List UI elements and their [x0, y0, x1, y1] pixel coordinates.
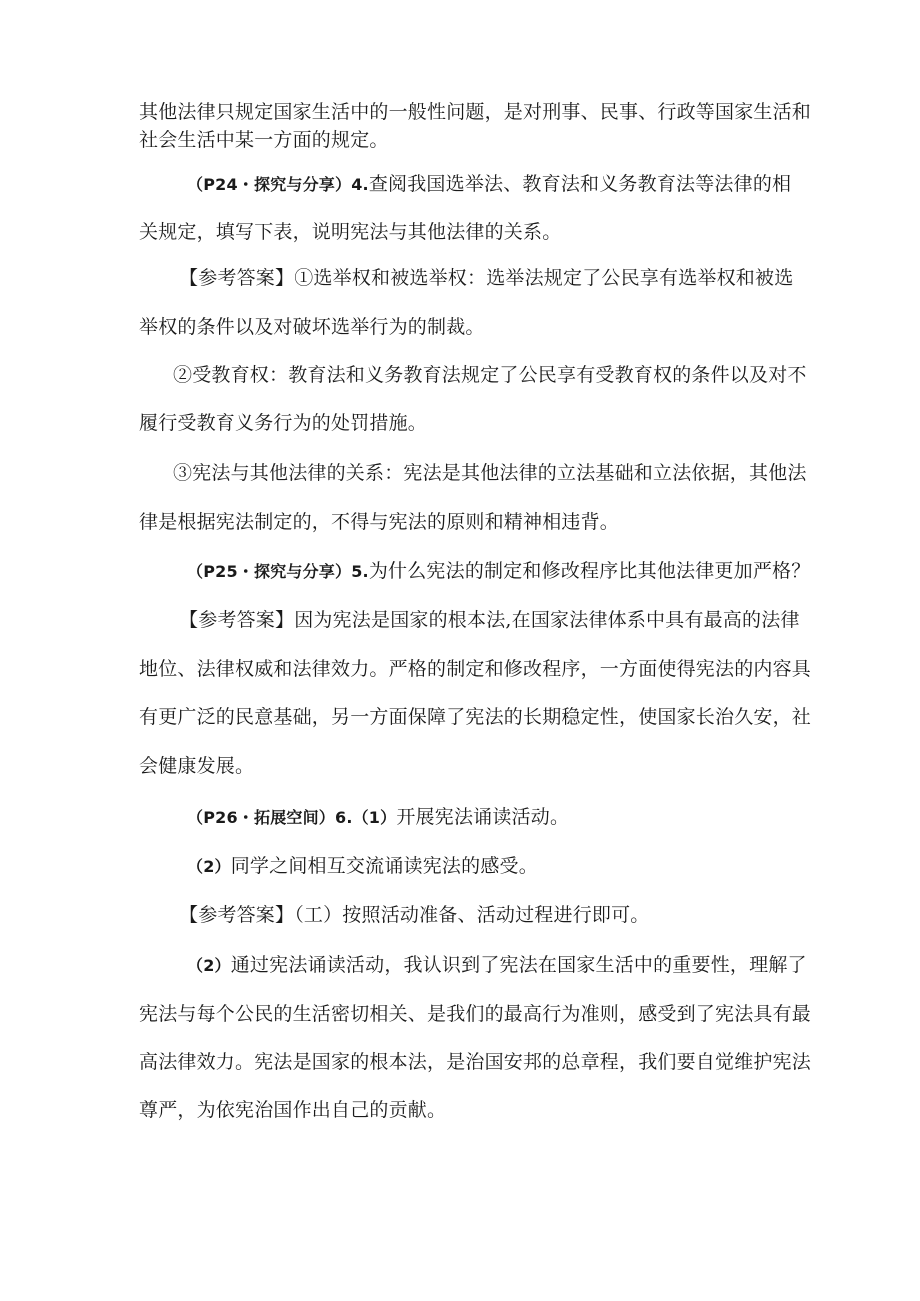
question-line — [187, 803, 569, 831]
text-line: ③宪法与其他法律的关系：宪法是其他法律的立法基础和立法依据，其他法 — [173, 462, 807, 484]
question-label: （P24・探究与分享）4. — [187, 175, 369, 194]
text-line: 举权的条件以及对破坏选举行为的制裁。 — [139, 316, 485, 338]
question-label: （2） — [187, 857, 231, 876]
answer-line: 【参考答案】①选举权和被选举权：选举法规定了公民享有选举权和被选 — [179, 267, 794, 289]
question-text: 为什么宪法的制定和修改程序比其他法律更加严格？ — [368, 560, 811, 582]
text-line: ②受教育权：教育法和义务教育法规定了公民享有受教育权的条件以及对不 — [173, 364, 807, 386]
text-line: 宪法与每个公民的生活密切相关、是我们的最高行为准则，感受到了宪法具有最 — [139, 1003, 812, 1025]
text-line: 会健康发展。 — [139, 755, 255, 777]
text-line: 履行受教育义务行为的处罚措施。 — [139, 412, 428, 434]
question-text: 开展宪法诵读活动。 — [396, 806, 570, 828]
answer-line: 【参考答案】（工）按照活动准备、活动过程进行即可。 — [179, 904, 650, 926]
question-line — [187, 557, 810, 585]
question-text: 同学之间相互交流诵读宪法的感受。 — [230, 855, 538, 877]
answer-line: 【参考答案】因为宪法是国家的根本法,在国家法律体系中具有最高的法律 — [179, 609, 800, 631]
text-line: 关规定，填写下表，说明宪法与其他法律的关系。 — [139, 221, 562, 243]
text-line: 社会生活中某一方面的规定。 — [139, 129, 389, 151]
text-line: 高法律效力。宪法是国家的根本法，是治国安邦的总章程，我们要自觉维护宪法 — [139, 1051, 812, 1073]
answer-text: 通过宪法诵读活动，我认识到了宪法在国家生活中的重要性，理解了 — [230, 954, 807, 976]
text-line: 其他法律只规定国家生活中的一般性问题，是对刑事、民事、行政等国家生活和 — [139, 101, 812, 123]
text-line: 律是根据宪法制定的，不得与宪法的原则和精神相违背。 — [139, 511, 620, 533]
text-line: 地位、法律权威和法律效力。严格的制定和修改程序，一方面使得宪法的内容具 — [139, 658, 812, 680]
answer-label: （2） — [187, 956, 231, 975]
text-line: 尊严，为依宪治国作出自己的贡献。 — [139, 1099, 447, 1121]
question-label: （P26・拓展空间）6.（1） — [187, 808, 397, 827]
question-text: 查阅我国选举法、教育法和义务教育法等法律的相 — [368, 173, 792, 195]
question-label: （P25・探究与分享）5. — [187, 562, 369, 581]
question-line — [187, 170, 791, 198]
text-line: 有更广泛的民意基础，另一方面保障了宪法的长期稳定性，使国家长治久安，社 — [139, 706, 812, 728]
answer-line — [187, 951, 807, 979]
question-line — [187, 852, 538, 880]
